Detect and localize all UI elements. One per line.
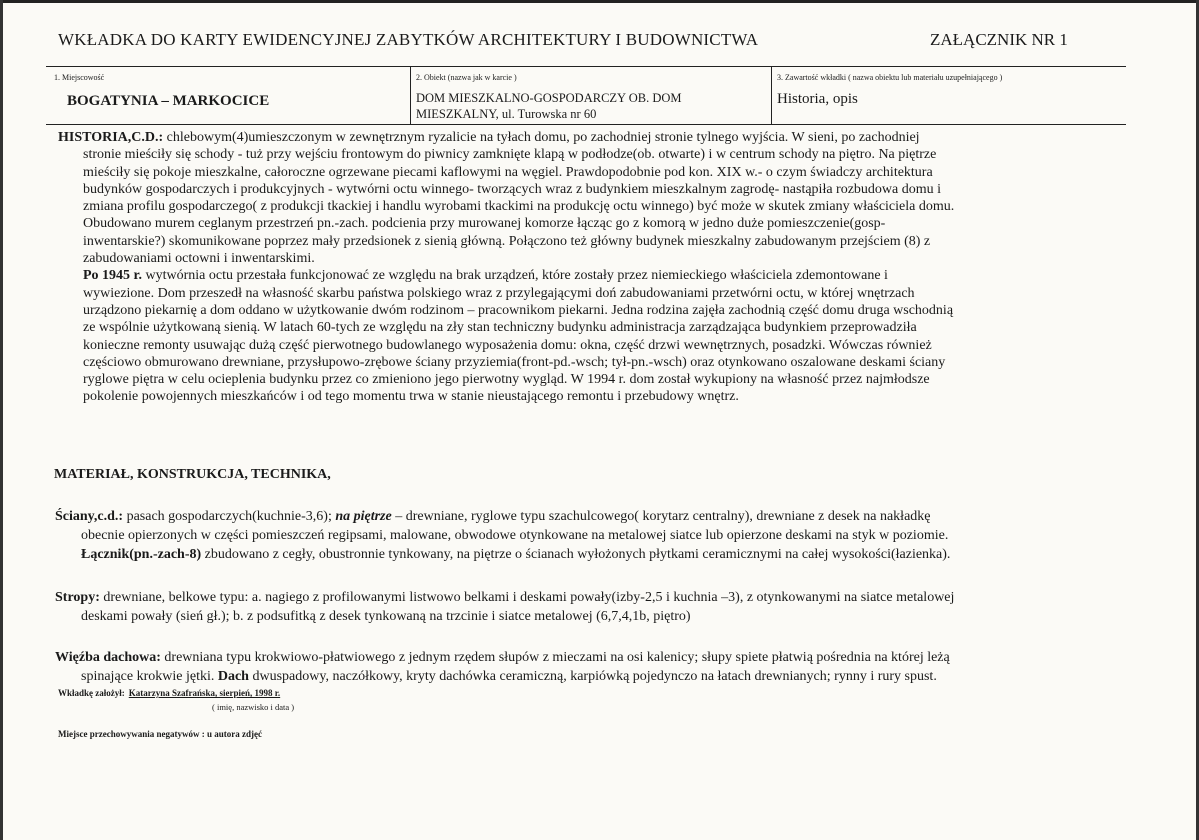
- author-hint: ( imię, nazwisko i data ): [212, 702, 295, 712]
- ceiling-line: deskami powały (sień gł.); b. z podsufitką z desek tynkowaną na trzcinie i siatce metalowej (6,7,4,1b, piętro): [81, 609, 691, 624]
- scan-edge-left: [0, 0, 3, 840]
- material-heading: MATERIAŁ, KONSTRUKCJA, TECHNIKA,: [54, 467, 331, 482]
- roof-heading: Dach: [217, 669, 249, 684]
- history-heading: HISTORIA,C.D.:: [58, 130, 164, 145]
- truss-line: spinające krokwie jętki. Dach dwuspadowy, naczółkowy, kryty dachówka ceramiczną, karpiówką pojedynczo na łatach drewnianych; rynny i rury spust.: [81, 669, 937, 684]
- content-cell: [771, 67, 1127, 124]
- link-line: Łącznik(pn.-zach-8) zbudowano z cegły, obustronnie tynkowany, na piętrze o ścianach wyłożonych płytkami ceramicznymi na całej wysokości(łazienka).: [81, 547, 951, 562]
- history-line: Po 1945 r. wytwórnia octu przestała funkcjonować ze względu na brak urządzeń, które zostały przez niemieckiego właściciela zdemontowane i: [83, 268, 888, 284]
- negatives-location: Miejsce przechowywania negatywów : u autora zdjęć: [58, 729, 262, 739]
- object-cell: [410, 67, 771, 124]
- history-line: HISTORIA,C.D.: chlebowym(4)umieszczonym w zewnętrznym ryzalicie na tyłach domu, po zachodniej stronie tylnego wyjścia. W sieni, po zachodniej: [58, 130, 920, 145]
- location-label: 1. Miejscowość: [54, 73, 105, 82]
- history-line: konieczne remonty usuwając dużą część pierwotnego budowlanego wyposażenia domu: okna, część drzwi wewnętrznych, posadzki. Wówczas również: [83, 337, 932, 353]
- author-label: Wkładkę założył:: [58, 688, 125, 698]
- ceiling-section: [55, 588, 954, 626]
- history-line: ze wspólnie użytkowaną sienią. W latach 60-tych ze względu na zły stan techniczny budynku administracja zarządzająca budynkiem przeprowadziła: [83, 320, 917, 336]
- history-line: zabudowaniami octowni i inwentarskimi.: [83, 251, 315, 267]
- history-line: mieściły się pokoje mieszkalne, całoroczne ogrzewane piecami kaflowymi na węgiel. Prawdopodobnie pod kon. XIX w.- o czym świadczy architektura: [83, 164, 933, 180]
- truss-section: [55, 648, 950, 686]
- history-line: urządzono piekarnię a dom oddano w użytkowanie dwóm rodzinom – pracownikom piekarni. Jedna rodzina zajęła zachodnią część domu druga wschodnią: [83, 302, 954, 318]
- content-label: 3. Zawartość wkładki ( nazwa obiektu lub materiału uzupełniającego ): [777, 73, 1003, 82]
- history-line: stronie mieściły się schody - tuż przy wejściu frontowym do piwnicy zamknięte klapą w podłodze(ob. otwarte) i w centrum schody na piętro. Na piętrze: [83, 147, 937, 163]
- scan-edge-top: [0, 0, 1199, 3]
- history-line: częściowo obmurowano drewniane, przysłupowo-zrębowe ściany przyziemia(front-pd.-wsch; tył-pn.-wsch) oraz otynkowano oszalowane deskami ściany: [83, 354, 946, 370]
- history-line: wywiezione. Dom przeszedł na własność skarbu państwa polskiego wraz z przylegającymi doń zabudowaniami przetwórni octu, w której wnętrzach: [83, 285, 915, 301]
- ceiling-line: Stropy: drewniane, belkowe typu: a. nagiego z profilowanymi listwowo belkami i deskami powały(izby-2,5 i kuchnia –3), z otynkowanymi na siatce metalowej: [55, 590, 955, 605]
- page-title: WKŁADKA DO KARTY EWIDENCYJNEJ ZABYTKÓW ARCHITEKTURY I BUDOWNICTWA: [58, 30, 759, 49]
- history-line: pokolenie powojennych mieszkańców i od tego momentu trwa w stanie nieustającego remontu i przebudowy wnętrz.: [83, 389, 739, 405]
- history-section: [58, 129, 1138, 406]
- post-1945-heading: Po 1945 r.: [83, 268, 142, 284]
- author-line: [58, 688, 280, 698]
- truss-heading: Więźba dachowa:: [55, 650, 161, 665]
- location-cell: [46, 67, 410, 124]
- annex-number: ZAŁĄCZNIK NR 1: [930, 30, 1068, 49]
- content-value: Historia, opis: [777, 91, 858, 107]
- history-line: budynków gospodarczych i produkcyjnych - wytwórni octu winnego- tworzących wraz z budynkiem mieszkalnym zagrodę- nastąpiła rozbudowa domu i: [83, 181, 942, 197]
- object-value-line-2: MIESZKALNY, ul. Turowska nr 60: [416, 107, 597, 121]
- walls-section: [55, 507, 950, 564]
- author-value: Katarzyna Szafrańska, sierpień, 1998 r.: [128, 688, 281, 698]
- history-line: Obudowano murem ceglanym przestrzeń pn.-zach. podcienia przy murowanej komorze łącząc go z komorą w jedno duże pomieszczenie(gosp-: [83, 216, 886, 232]
- walls-line: obecnie opierzonych w części pomieszczeń regipsami, malowane, obwodowe otynkowane na metalowej siatce lub opierzone deskami na styk w poziomie.: [81, 528, 949, 543]
- walls-line: Ściany,c.d.: pasach gospodarczych(kuchnie-3,6); na piętrze – drewniane, ryglowe typu szachulcowego( korytarz centralny), drewniane z desek na nakładkę: [55, 509, 931, 524]
- truss-line: Więźba dachowa: drewniana typu krokwiowo-płatwiowego z jednym rzędem słupów z mieczami na osi kalenicy; słupy spiete płatwią pośrednia na której leżą: [55, 650, 950, 665]
- link-heading: Łącznik(pn.-zach-8): [81, 547, 202, 562]
- location-value: BOGATYNIA – MARKOCICE: [67, 93, 270, 109]
- object-label: 2. Obiekt (nazwa jak w karcie ): [416, 73, 517, 82]
- walls-heading: Ściany,c.d.:: [55, 509, 124, 524]
- history-line: zmiana profilu gospodarczego( z produkcji tkackiej i handlu wyrobami tkackimi na produkcję octu winnego) być może w skutek zmiany właściciela domu.: [83, 199, 955, 215]
- history-line: inwentarskie?) skomunikowane poprzez mały przedsionek z sienią główną. Połączono też główny budynek mieszkalny zabudowanym przejściem (8) z: [83, 233, 931, 249]
- history-line: ryglowe piętra w celu ocieplenia budynku przez co zmieniono jego pierwotny wygląd. W 1994 r. dom został wykupiony na własność przez najmłodsze: [83, 372, 930, 388]
- object-value: [416, 90, 682, 122]
- walls-floor-label: na piętrze: [335, 509, 392, 524]
- ceiling-heading: Stropy:: [55, 590, 100, 605]
- object-value-line-1: DOM MIESZKALNO-GOSPODARCZY OB. DOM: [416, 91, 682, 105]
- header-fields-table: [46, 66, 1126, 125]
